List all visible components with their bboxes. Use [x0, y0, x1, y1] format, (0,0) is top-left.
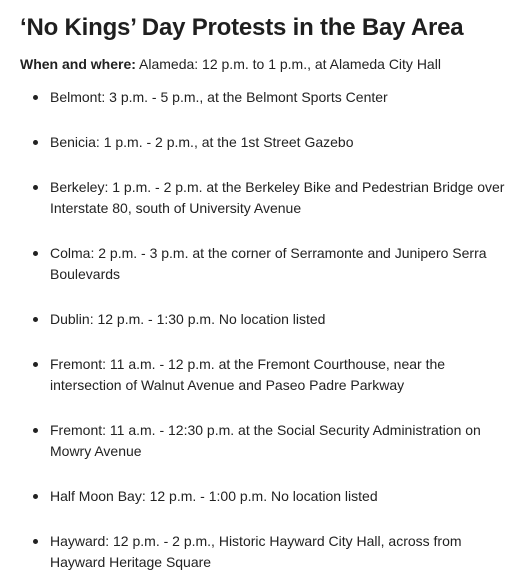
list-item	[20, 486, 512, 507]
list-item-text: Hayward: 12 p.m. - 2 p.m., Historic Hayward City Hall, across from Hayward Heritage Square	[50, 533, 462, 570]
list-item	[20, 354, 512, 396]
bullet-icon	[33, 428, 38, 433]
event-list	[20, 87, 512, 573]
list-item-text: Colma: 2 p.m. - 3 p.m. at the corner of Serramonte and Junipero Serra Boulevards	[50, 245, 487, 282]
list-item	[20, 132, 512, 153]
list-item	[20, 420, 512, 462]
bullet-icon	[33, 95, 38, 100]
bullet-icon	[33, 140, 38, 145]
list-item	[20, 87, 512, 108]
article	[20, 12, 512, 573]
intro-paragraph	[20, 54, 512, 74]
bullet-icon	[33, 362, 38, 367]
bullet-icon	[33, 494, 38, 499]
list-item-text: Berkeley: 1 p.m. - 2 p.m. at the Berkeley Bike and Pedestrian Bridge over Interstate 80, south of University Avenue	[50, 179, 505, 216]
list-item-text: Benicia: 1 p.m. - 2 p.m., at the 1st Street Gazebo	[50, 134, 354, 150]
list-item-text: Fremont: 11 a.m. - 12 p.m. at the Fremont Courthouse, near the intersection of Walnut Avenue and Paseo Padre Parkway	[50, 356, 446, 393]
list-item-text: Fremont: 11 a.m. - 12:30 p.m. at the Social Security Administration on Mowry Avenue	[50, 422, 481, 459]
intro-label: When and where:	[20, 56, 136, 72]
intro-text: Alameda: 12 p.m. to 1 p.m., at Alameda City Hall	[135, 56, 441, 72]
list-item	[20, 531, 512, 573]
bullet-icon	[33, 251, 38, 256]
list-item-text: Dublin: 12 p.m. - 1:30 p.m. No location listed	[50, 311, 326, 327]
list-item-text: Belmont: 3 p.m. - 5 p.m., at the Belmont Sports Center	[50, 89, 388, 105]
page-title: ‘No Kings’ Day Protests in the Bay Area	[20, 14, 464, 41]
list-item	[20, 177, 512, 219]
list-item	[20, 309, 512, 330]
list-item-text: Half Moon Bay: 12 p.m. - 1:00 p.m. No location listed	[50, 488, 378, 504]
bullet-icon	[33, 539, 38, 544]
bullet-icon	[33, 317, 38, 322]
list-item	[20, 243, 512, 285]
bullet-icon	[33, 185, 38, 190]
